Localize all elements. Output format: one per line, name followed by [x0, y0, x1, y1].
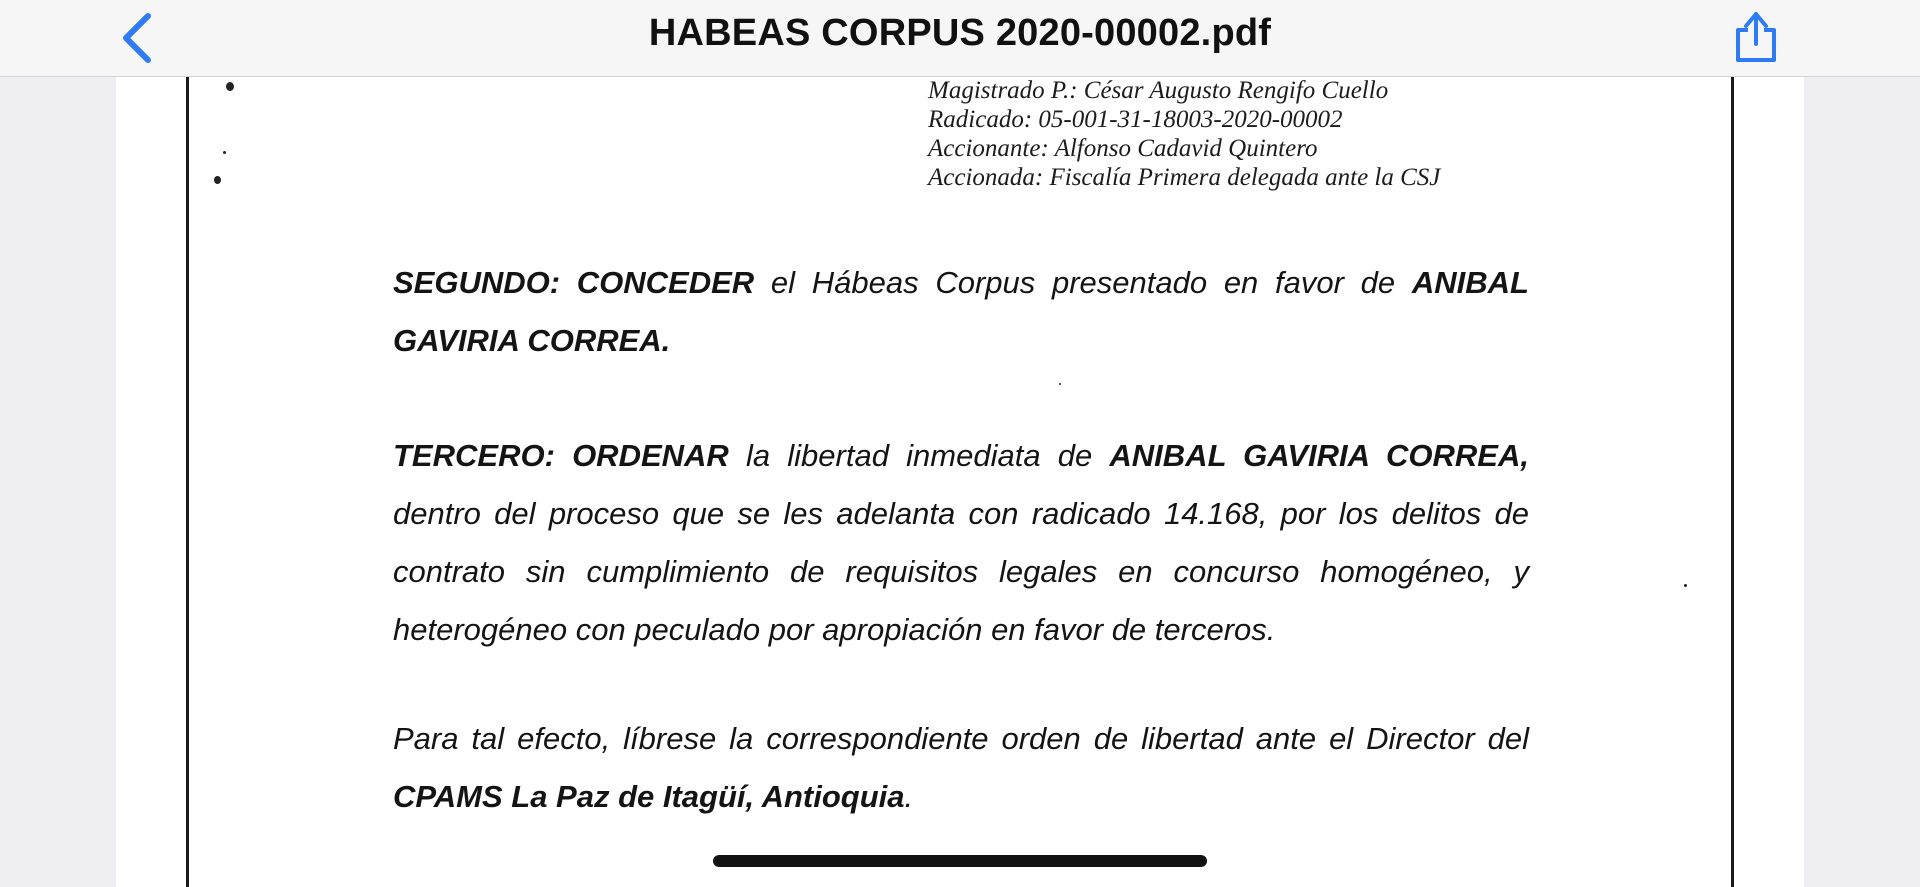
segundo-label: SEGUNDO: CONCEDER	[393, 265, 755, 300]
page-border-left	[186, 76, 189, 887]
tercero-paragraph	[393, 427, 1529, 659]
page-border-right	[1731, 76, 1734, 887]
scan-speck	[1684, 584, 1687, 587]
efecto-place: CPAMS La Paz de Itagüí, Antioquia	[393, 779, 905, 814]
accionada-line: Accionada: Fiscalía Primera delegada ante la CSJ	[928, 164, 1441, 191]
scan-speck	[1059, 383, 1061, 385]
share-button[interactable]	[1728, 6, 1784, 68]
navigation-bar	[0, 0, 1920, 77]
home-indicator[interactable]	[713, 855, 1207, 867]
share-icon	[1728, 6, 1784, 68]
tercero-text-1: la libertad inmediata de	[728, 438, 1110, 473]
segundo-text: el Hábeas Corpus presentado en favor de	[754, 265, 1412, 300]
scan-speck	[214, 176, 221, 184]
radicado-line: Radicado: 05-001-31-18003-2020-00002	[928, 106, 1343, 133]
segundo-name: ANIBAL GAVIRIA CORREA.	[393, 265, 1529, 358]
tercero-text-2: dentro del proceso que se les adelanta con radicado 14.168, por los delitos de contrato sin cumplimiento de requisitos legales en concurso homogéneo, y heterogéneo con peculado por apropiación en favor de terceros.	[393, 496, 1529, 647]
document-title: HABEAS CORPUS 2020-00002.pdf	[648, 12, 1272, 54]
efecto-text: Para tal efecto, líbrese la correspondiente orden de libertad ante el Director del	[393, 721, 1529, 756]
efecto-paragraph	[393, 710, 1529, 826]
efecto-end: .	[904, 779, 914, 814]
accionante-line: Accionante: Alfonso Cadavid Quintero	[928, 135, 1318, 162]
segundo-paragraph	[393, 254, 1529, 370]
tercero-name: ANIBAL GAVIRIA CORREA,	[1109, 438, 1529, 473]
scan-speck	[223, 151, 226, 154]
tercero-label: TERCERO: ORDENAR	[393, 438, 729, 473]
document-header	[928, 76, 1668, 192]
magistrado-line: Magistrado P.: César Augusto Rengifo Cuello	[928, 77, 1389, 104]
scan-speck	[226, 82, 234, 91]
